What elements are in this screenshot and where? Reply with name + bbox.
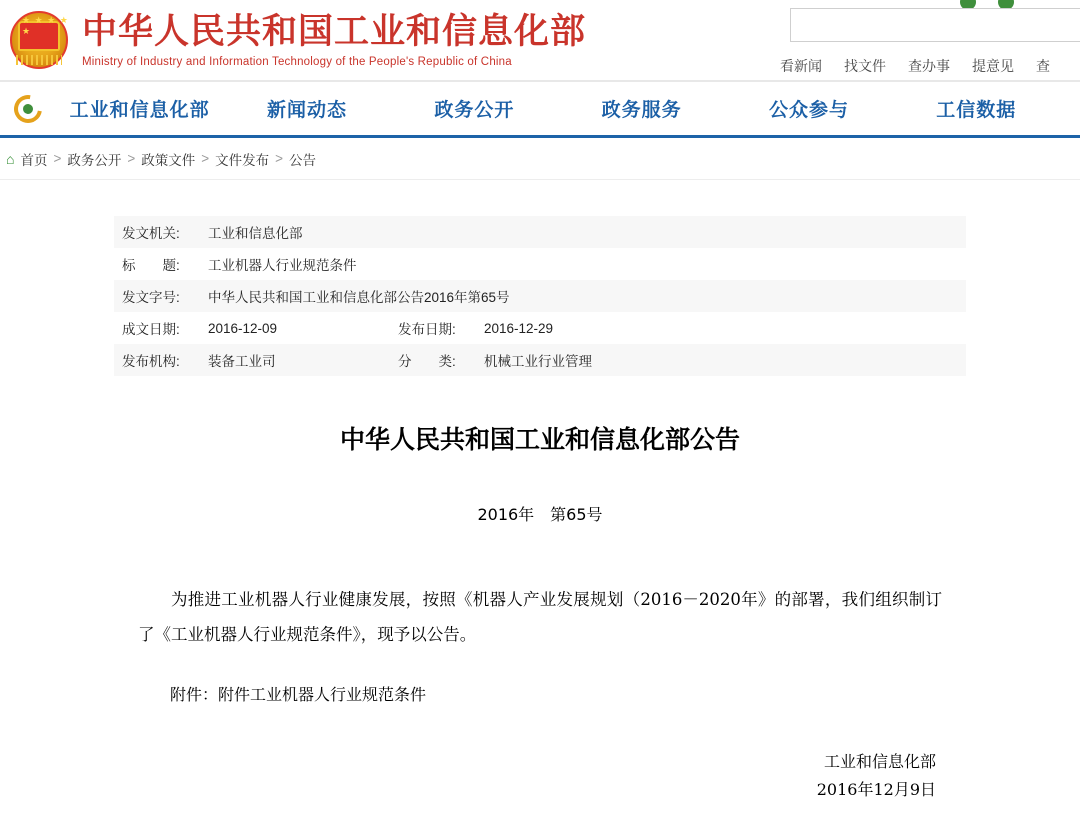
signature-organization: 工业和信息化部	[823, 751, 936, 771]
quick-link-services[interactable]: 查办事	[908, 58, 950, 74]
home-icon: ⌂	[6, 150, 15, 167]
document-body	[114, 583, 966, 804]
quick-link-documents[interactable]: 找文件	[844, 58, 886, 74]
table-row	[114, 280, 966, 312]
site-title-cn: 中华人民共和国工业和信息化部	[82, 12, 587, 53]
table-row	[114, 216, 966, 248]
meta-value-document-number: 中华人民共和国工业和信息化部公告2016年第65号	[208, 290, 510, 305]
meta-value-title: 工业机器人行业规范条件	[208, 258, 357, 273]
nav-item-government-disclosure[interactable]: 政务公开	[434, 99, 515, 121]
page-content	[0, 216, 1080, 804]
miit-logo-icon	[0, 95, 56, 123]
document-number: 2016年 第65号	[477, 505, 603, 524]
search-input[interactable]	[791, 9, 1080, 41]
meta-label-document-number: 发文字号:	[122, 290, 180, 305]
document-signature	[138, 748, 942, 804]
table-row	[114, 344, 966, 376]
breadcrumb-item-announcement[interactable]: 公告	[289, 152, 317, 168]
nav-item-ministry[interactable]: 工业和信息化部	[69, 99, 210, 121]
breadcrumb	[0, 138, 1080, 180]
breadcrumb-item-disclosure[interactable]: 政务公开	[67, 152, 122, 168]
search-box[interactable]	[790, 8, 1080, 42]
breadcrumb-separator: >	[201, 151, 210, 166]
nav-item-public-participation[interactable]: 公众参与	[768, 99, 849, 121]
quick-links	[780, 56, 1050, 76]
nav-item-data[interactable]: 工信数据	[936, 99, 1017, 121]
document-attachment[interactable]: 附件：附件工业机器人行业规范条件	[170, 685, 427, 705]
document-metadata-table	[114, 216, 966, 376]
breadcrumb-item-document-release[interactable]: 文件发布	[215, 152, 270, 168]
meta-value-drafted-date: 2016-12-09	[208, 320, 278, 336]
nav-item-government-services[interactable]: 政务服务	[601, 99, 682, 121]
meta-label-published-date: 发布日期:	[398, 322, 456, 337]
meta-value-published-date: 2016-12-29	[484, 320, 554, 336]
meta-label-category: 分 类:	[398, 354, 456, 369]
table-row	[114, 248, 966, 280]
breadcrumb-separator: >	[53, 151, 62, 166]
document-paragraph: 为推进工业机器人行业健康发展，按照《机器人产业发展规划（2016－2020年》的部署，我们组织制订了《工业机器人行业规范条件》，现予以公告。	[138, 590, 942, 644]
meta-value-category: 机械工业行业管理	[484, 354, 592, 369]
breadcrumb-item-policy-documents[interactable]: 政策文件	[141, 152, 196, 168]
meta-label-publishing-org: 发布机构:	[122, 354, 180, 369]
meta-value-issuing-agency: 工业和信息化部	[208, 226, 303, 241]
site-title-en: Ministry of Industry and Information Technology of the People's Republic of China	[82, 55, 512, 68]
site-header	[0, 0, 1080, 80]
table-row	[114, 312, 966, 344]
breadcrumb-item-home[interactable]: 首页	[20, 152, 48, 168]
meta-value-publishing-org: 装备工业司	[208, 354, 276, 369]
quick-link-feedback[interactable]: 提意见	[972, 58, 1014, 74]
document-title: 中华人民共和国工业和信息化部公告	[339, 425, 740, 454]
header-right-area	[780, 0, 1080, 80]
national-emblem-icon: ★ ★ ★ ★ ★	[8, 9, 70, 71]
site-title-block	[82, 12, 586, 67]
signature-date: 2016年12月9日	[816, 779, 936, 799]
quick-link-query[interactable]: 查	[1036, 58, 1050, 74]
quick-link-news[interactable]: 看新闻	[780, 58, 822, 74]
breadcrumb-separator: >	[127, 151, 136, 166]
breadcrumb-separator: >	[275, 151, 284, 166]
main-navigation	[0, 80, 1080, 138]
nav-item-news[interactable]: 新闻动态	[266, 99, 347, 121]
nav-items	[56, 95, 1080, 122]
meta-label-issuing-agency: 发文机关:	[122, 226, 180, 241]
meta-label-drafted-date: 成文日期:	[122, 322, 180, 337]
meta-label-title: 标 题:	[122, 258, 180, 273]
